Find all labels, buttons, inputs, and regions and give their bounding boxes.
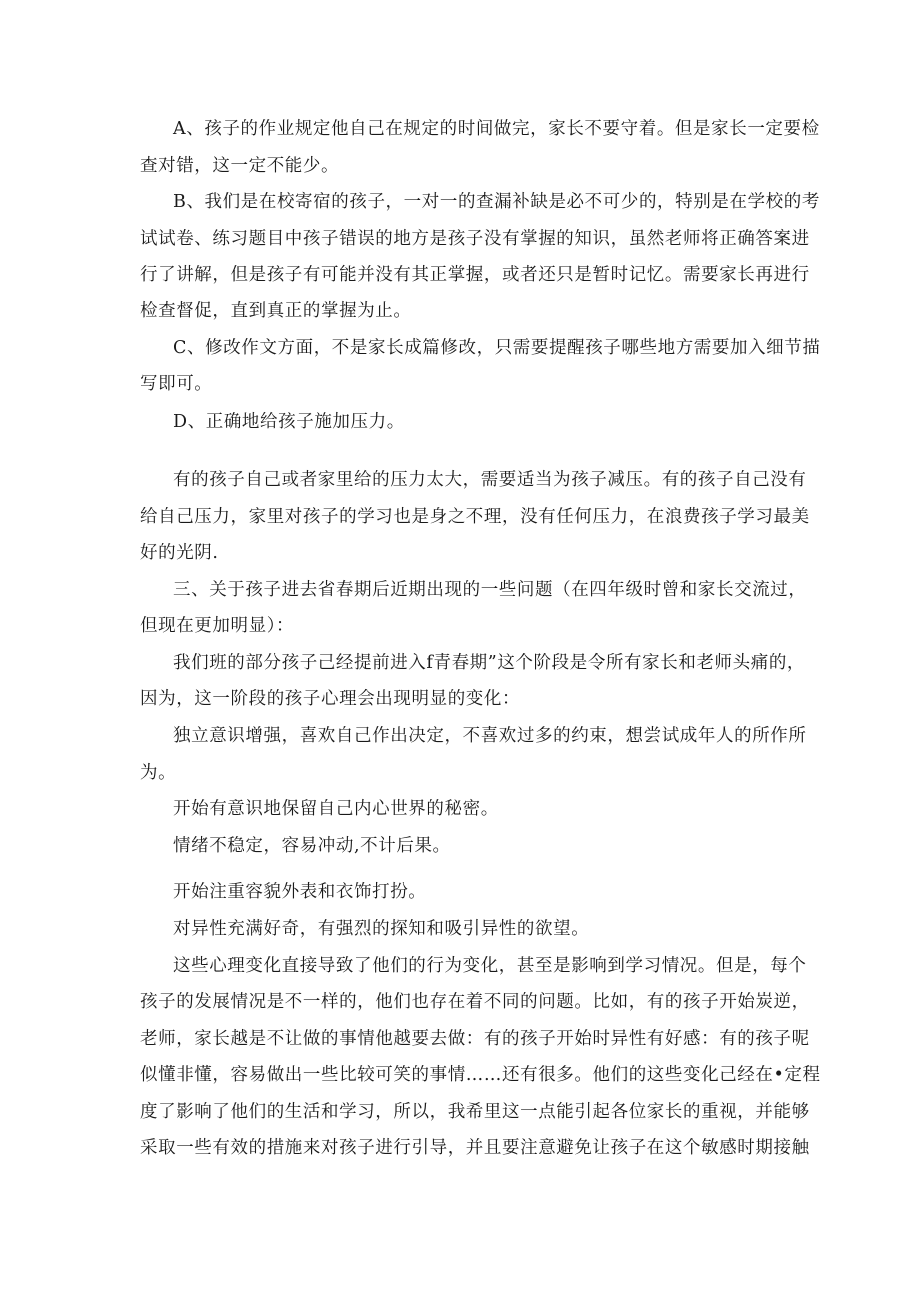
paragraph-d-line-1: D、正确地给孩子施加压力。 xyxy=(173,412,405,432)
paragraph-b-line-4: 检查督促，直到真正的掌握为止。 xyxy=(140,301,412,321)
behavior-paragraph-line-4: 似懂非懂，容易做出一些比较可笑的事情……还有很多。他们的这些变化己经在•定程 xyxy=(140,1065,821,1085)
pressure-paragraph-line-1: 有的孩子自己或者家里给的压力太大，需要适当为孩子减压。有的孩子自己没有 xyxy=(173,470,807,490)
behavior-paragraph-line-1: 这些心理变化直接导致了他们的行为变化，甚至是影响到学习情况。但是，每个 xyxy=(173,956,807,976)
change-item-3: 情绪不稳定，容易冲动,不计后果。 xyxy=(173,836,451,856)
paragraph-c-line-2: 写即可。 xyxy=(140,374,213,394)
change-item-1-line-2: 为。 xyxy=(140,763,177,783)
behavior-paragraph-line-3: 老师，家长越是不让做的事情他越要去做：有的孩子开始时异性有好感：有的孩子呢 xyxy=(140,1029,810,1049)
change-item-4: 开始注重容貌外表和衣饰打扮。 xyxy=(173,882,427,902)
behavior-paragraph-line-6: 采取一些有效的措施来对孩子进行引导，并且要注意避免让孩子在这个敏感时期接触 xyxy=(140,1138,810,1158)
section-three-heading-line-2: 但现在更加明显）： xyxy=(140,616,295,636)
change-item-2: 开始有意识地保留自己内心世界的秘密。 xyxy=(173,799,499,819)
pressure-paragraph-line-2: 给自己压力，家里对孩子的学习也是身之不理，没有任何压力，在浪费孩子学习最美 xyxy=(140,507,810,527)
paragraph-a-line-2: 查对错，这一定不能少。 xyxy=(140,156,340,176)
paragraph-b-line-1: B、我们是在校寄宿的孩子，一对一的查漏补缺是必不可少的，特别是在学校的考 xyxy=(173,192,820,212)
change-item-1-line-1: 独立意识增强，喜欢自己作出决定，不喜欢过多的约束，想尝试成年人的所作所 xyxy=(173,726,807,746)
behavior-paragraph-line-2: 孩子的发展情况是不一样的，他们也存在着不同的问题。比如，有的孩子开始炭逆， xyxy=(140,992,810,1012)
paragraph-b-line-2: 试试卷、练习题目中孩子错误的地方是孩子没有掌握的知识，虽然老师将正确答案进 xyxy=(140,229,810,249)
behavior-paragraph-line-5: 度了影响了他们的生活和学习，所以，我希里这一点能引起各位家长的重视，并能够 xyxy=(140,1102,810,1122)
pressure-paragraph-line-3: 好的光阴. xyxy=(140,543,219,563)
puberty-paragraph-line-1: 我们班的部分孩子己经提前进入f青春期”这个阶段是令所有家长和老师头痛的， xyxy=(173,653,806,673)
paragraph-b-line-3: 行了讲解，但是孩子有可能并没有其正掌握，或者还只是暂时记忆。需要家长再进行 xyxy=(140,265,810,285)
section-three-heading-line-1: 三、关于孩子进去省春期后近期出现的一些问题（在四年级时曾和家长交流过， xyxy=(173,580,807,600)
puberty-paragraph-line-2: 因为，这一阶段的孩子心理会出现明显的变化： xyxy=(140,689,521,709)
change-item-5: 对异性充满好奇，有强烈的探知和吸引异性的欲望。 xyxy=(173,919,590,939)
paragraph-c-line-1: C、修改作文方面，不是家长成篇修改，只需要提醒孩子哪些地方需要加入细节描 xyxy=(173,338,821,358)
paragraph-a-line-1: A、孩子的作业规定他自己在规定的时间做完，家长不要守着。但是家长一定要检 xyxy=(173,119,820,139)
